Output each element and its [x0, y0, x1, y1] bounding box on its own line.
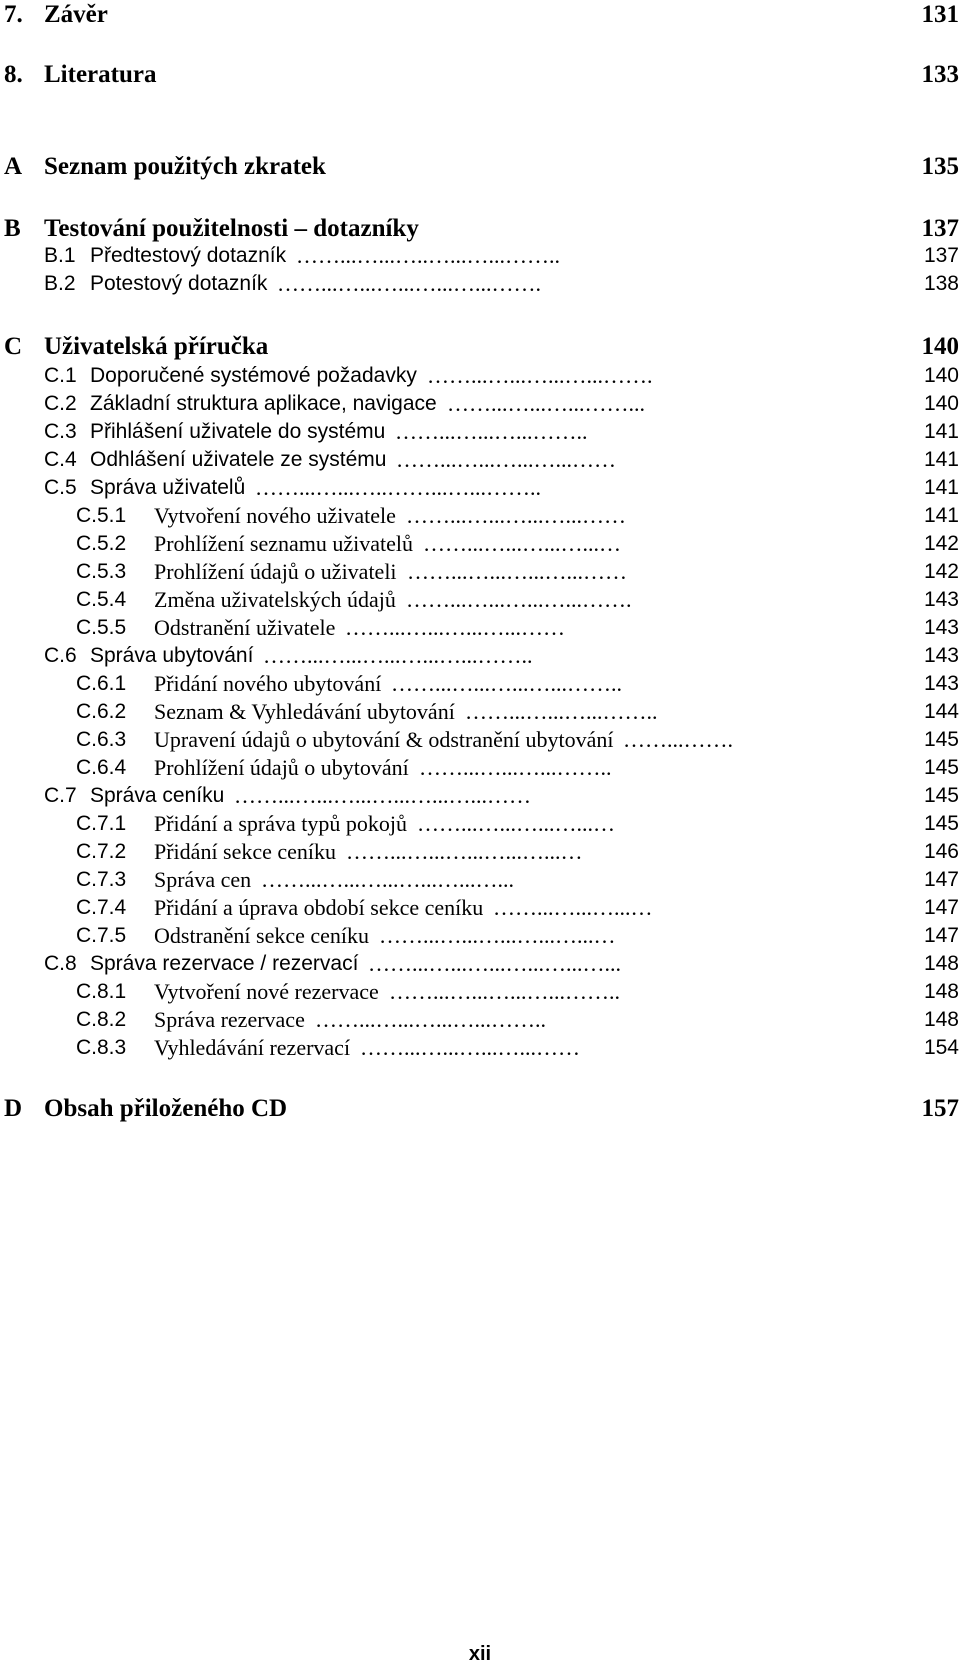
toc-entry-page-number: 141 [923, 420, 959, 443]
toc-entry-title: Uživatelská příručka [44, 333, 269, 360]
toc-entry-page-number: 154 [923, 1036, 959, 1059]
toc-entry-number: B.1 [44, 244, 76, 267]
toc-entry-page-number: 145 [923, 728, 959, 751]
toc-entry-title: Vyhledávání rezervací [154, 1035, 351, 1060]
toc-entry-number: C.8.3 [76, 1036, 127, 1059]
toc-entry-page-number: 147 [923, 896, 959, 919]
toc-entry-number: C.5 [44, 476, 77, 499]
toc-entry-number: C.3 [44, 420, 77, 443]
toc-entry-c-4[interactable] [0, 446, 960, 474]
toc-entry-c-8[interactable] [0, 950, 960, 978]
toc-entry-c-5-2[interactable] [0, 530, 960, 558]
toc-entry-title: Správa ubytování [90, 644, 254, 667]
toc-entry-number: C.8 [44, 952, 77, 975]
toc-entry-title: Základní struktura aplikace, navigace [90, 392, 437, 415]
toc-entry-c-8-3[interactable] [0, 1034, 960, 1062]
toc-entry-title: Závěr [44, 1, 108, 28]
toc-entry-title: Vytvoření nové rezervace [154, 979, 379, 1004]
toc-entry-c-8-1[interactable] [0, 978, 960, 1006]
toc-entry-number: C.1 [44, 364, 77, 387]
toc-entry-number: 7. [4, 1, 23, 28]
toc-entry-c-2[interactable] [0, 390, 960, 418]
toc-entry-number: C.5.4 [76, 588, 127, 611]
toc-entry-c-3[interactable] [0, 418, 960, 446]
toc-leader-dots: ……...…...…...…...…...… [379, 923, 616, 948]
toc-entry-page-number: 140 [923, 392, 959, 415]
toc-leader-dots: ……...…...…...…...…….. [315, 1007, 546, 1032]
toc-entry-page-number: 143 [923, 672, 959, 695]
toc-entry-page-number: 144 [923, 700, 959, 723]
toc-entry-page-number: 145 [923, 756, 959, 779]
toc-entry-number: C.7.2 [76, 840, 127, 863]
toc-entry-number: B.2 [44, 272, 76, 295]
toc-leader-dots: ……...…...…...…….. [395, 419, 588, 444]
toc-entry-title: Předtestový dotazník [90, 244, 287, 267]
toc-entry-c-6-2[interactable] [0, 698, 960, 726]
toc-entry-title: Odhlášení uživatele ze systému [90, 448, 387, 471]
toc-entry-number: C [4, 333, 23, 360]
toc-entry-page-number: 141 [923, 504, 959, 527]
toc-entry-page-number: 138 [923, 272, 959, 295]
toc-entry-title: Prohlížení údajů o uživateli [154, 559, 397, 584]
toc-entry-number: C.5.5 [76, 616, 127, 639]
toc-entry-number: A [4, 153, 23, 180]
toc-entry-d[interactable] [0, 1094, 960, 1124]
toc-entry-c-5-1[interactable] [0, 502, 960, 530]
toc-leader-dots: ……...…...…...…...… [423, 531, 621, 556]
toc-entry-title: Přidání sekce ceníku [154, 839, 337, 864]
toc-entry-title: Prohlížení seznamu uživatelů [154, 531, 414, 556]
toc-entry-7[interactable] [0, 0, 960, 30]
toc-entry-c-5-5[interactable] [0, 614, 960, 642]
toc-entry-number: 8. [4, 61, 23, 88]
toc-entry-c-5[interactable] [0, 474, 960, 502]
toc-entry-number: C.6.1 [76, 672, 127, 695]
toc-entry-page-number: 143 [923, 644, 959, 667]
toc-entry-page-number: 141 [923, 448, 959, 471]
toc-entry-page-number: 145 [923, 812, 959, 835]
toc-leader-dots: ……...…...…...…...…… [406, 503, 626, 528]
toc-entry-number: C.7 [44, 784, 77, 807]
toc-leader-dots: ……...…...…...…...… [417, 811, 615, 836]
toc-entry-c-7-1[interactable] [0, 810, 960, 838]
toc-entry-b-2[interactable] [0, 270, 960, 298]
toc-entry-title: Seznam & Vyhledávání ubytování [154, 699, 455, 724]
toc-entry-title: Prohlížení údajů o ubytování [154, 755, 409, 780]
toc-leader-dots: ……...…...…...…...…...……. [277, 271, 541, 296]
toc-entry-number: C.8.2 [76, 1008, 127, 1031]
toc-entry-page-number: 140 [921, 333, 959, 360]
toc-entry-page-number: 147 [923, 868, 959, 891]
page-number-footer: xii [468, 1643, 492, 1665]
toc-entry-title: Obsah přiloženého CD [44, 1095, 288, 1122]
toc-leader-dots: ……...…...…...…...……. [406, 587, 632, 612]
toc-entry-number: B [4, 215, 21, 242]
toc-entry-number: C.6.2 [76, 700, 127, 723]
toc-entry-page-number: 148 [923, 980, 959, 1003]
toc-entry-c-6-3[interactable] [0, 726, 960, 754]
toc-entry-page-number: 148 [923, 1008, 959, 1031]
toc-entry-title: Přidání a správa typů pokojů [154, 811, 407, 836]
toc-entry-number: C.2 [44, 392, 77, 415]
toc-entry-page-number: 141 [923, 476, 959, 499]
toc-entry-page-number: 143 [923, 588, 959, 611]
toc-leader-dots: ……...…...…...…...…… [360, 1035, 580, 1060]
toc-entry-c-7[interactable] [0, 782, 960, 810]
toc-leader-dots: ……...…...…...…...…...…...…… [234, 783, 531, 808]
toc-entry-title: Správa uživatelů [90, 476, 246, 499]
toc-entry-title: Literatura [44, 61, 157, 88]
toc-entry-number: C.4 [44, 448, 77, 471]
toc-leader-dots: ……...…...…...…...……. [427, 363, 653, 388]
toc-leader-dots: ……...…...…..……...…...…….. [255, 475, 541, 500]
toc-entry-title: Správa rezervace / rezervací [90, 952, 359, 975]
toc-entry-page-number: 157 [921, 1095, 959, 1122]
toc-entry-8[interactable] [0, 60, 960, 90]
toc-entry-number: C.8.1 [76, 980, 127, 1003]
toc-entry-c-6-1[interactable] [0, 670, 960, 698]
toc-entry-page-number: 133 [921, 61, 959, 88]
toc-entry-c-6-4[interactable] [0, 754, 960, 782]
toc-entry-page-number: 137 [923, 244, 959, 267]
toc-entry-number: C.7.3 [76, 868, 127, 891]
toc-entry-c-5-3[interactable] [0, 558, 960, 586]
toc-entry-number: C.5.2 [76, 532, 127, 555]
toc-entry-page-number: 137 [921, 215, 959, 242]
toc-entry-page-number: 148 [923, 952, 959, 975]
toc-entry-title: Doporučené systémové požadavky [90, 364, 417, 387]
toc-entry-c-7-2[interactable] [0, 838, 960, 866]
toc-entry-c-8-2[interactable] [0, 1006, 960, 1034]
toc-entry-c-1[interactable] [0, 362, 960, 390]
toc-leader-dots: ……...…...…...…...…… [407, 559, 627, 584]
toc-entry-c-7-4[interactable] [0, 894, 960, 922]
toc-entry-title: Potestový dotazník [90, 272, 268, 295]
toc-entry-c[interactable] [0, 332, 960, 362]
toc-leader-dots: ……...…...…...…...…...…….. [263, 643, 533, 668]
toc-entry-title: Správa ceníku [90, 784, 225, 807]
toc-entry-page-number: 135 [921, 153, 959, 180]
toc-entry-title: Přihlášení uživatele do systému [90, 420, 386, 443]
toc-entry-number: C.6.3 [76, 728, 127, 751]
toc-leader-dots: ……...…...…..…...…...…….. [296, 243, 560, 268]
toc-entry-number: C.5.3 [76, 560, 127, 583]
toc-entry-title: Změna uživatelských údajů [154, 587, 396, 612]
toc-entry-page-number: 142 [923, 560, 959, 583]
toc-entry-b[interactable] [0, 214, 960, 244]
toc-entry-page-number: 145 [923, 784, 959, 807]
toc-leader-dots: ……...…...…...…….. [419, 755, 612, 780]
toc-entry-page-number: 147 [923, 924, 959, 947]
toc-entry-title: Vytvoření nového uživatele [154, 503, 396, 528]
toc-leader-dots: ……...…...…...…...…….. [391, 671, 622, 696]
toc-entry-c-6[interactable] [0, 642, 960, 670]
toc-leader-dots: ……...…...…...…...…… [396, 447, 616, 472]
toc-entry-page-number: 143 [923, 616, 959, 639]
toc-leader-dots: ……...…...…...…...…...…... [261, 867, 514, 892]
toc-entry-c-7-3[interactable] [0, 866, 960, 894]
toc-entry-page-number: 131 [921, 1, 959, 28]
toc-leader-dots: ……...…...…...…...…...…... [368, 951, 621, 976]
toc-entry-c-7-5[interactable] [0, 922, 960, 950]
toc-leader-dots: ……...…...…...…….. [465, 699, 658, 724]
toc-entry-number: D [4, 1095, 23, 1122]
toc-entry-title: Správa rezervace [154, 1007, 305, 1032]
toc-entry-page-number: 142 [923, 532, 959, 555]
toc-entry-title: Přidání nového ubytování [154, 671, 382, 696]
toc-entry-title: Přidání a úprava období sekce ceníku [154, 895, 484, 920]
toc-entry-number: C.6 [44, 644, 77, 667]
toc-entry-title: Upravení údajů o ubytování & odstranění ubytování [154, 727, 614, 752]
toc-leader-dots: ……...…...…...…...…… [345, 615, 565, 640]
toc-entry-page-number: 140 [923, 364, 959, 387]
toc-entry-page-number: 146 [923, 840, 959, 863]
toc-entry-title: Testování použitelnosti – dotazníky [44, 215, 419, 242]
toc-leader-dots: ……...…...…...… [493, 895, 653, 920]
toc-entry-title: Seznam použitých zkratek [44, 153, 326, 180]
toc-entry-c-5-4[interactable] [0, 586, 960, 614]
toc-leader-dots: ……...…...…...…...…...… [346, 839, 583, 864]
toc-entry-a[interactable] [0, 152, 960, 182]
toc-leader-dots: ……...…...…...…...…….. [389, 979, 620, 1004]
toc-leader-dots: ……...……. [623, 727, 733, 752]
toc-entry-number: C.7.5 [76, 924, 127, 947]
toc-entry-number: C.7.1 [76, 812, 127, 835]
toc-entry-b-1[interactable] [0, 242, 960, 270]
toc-entry-title: Odstranění uživatele [154, 615, 336, 640]
toc-entry-number: C.7.4 [76, 896, 127, 919]
toc-entry-title: Správa cen [154, 867, 252, 892]
toc-entry-number: C.6.4 [76, 756, 127, 779]
toc-entry-number: C.5.1 [76, 504, 127, 527]
toc-entry-title: Odstranění sekce ceníku [154, 923, 370, 948]
toc-leader-dots: ……...…...…...……... [447, 391, 645, 416]
